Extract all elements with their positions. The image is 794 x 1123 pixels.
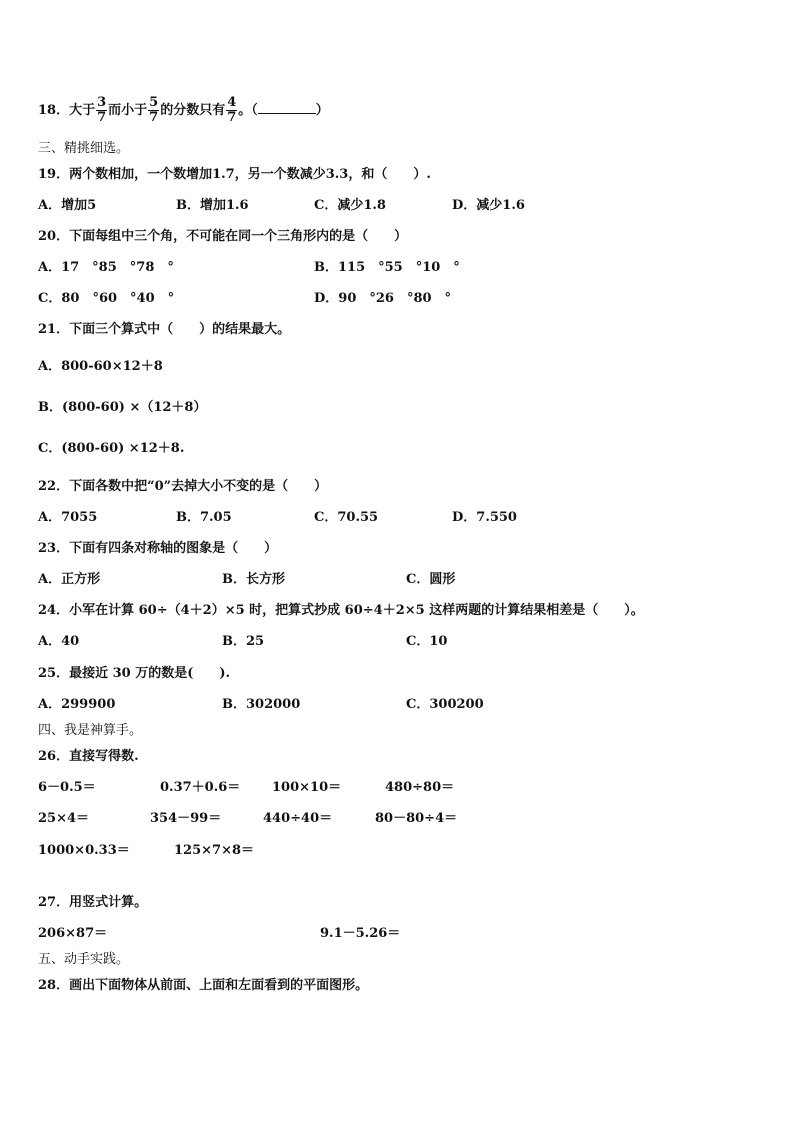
calc-item: 6－0.5＝	[38, 780, 96, 795]
option-a[interactable]: A．800-60×12＋8	[38, 359, 163, 374]
calc-item: 0.37＋0.6＝	[160, 780, 241, 795]
option-b[interactable]: B．增加1.6	[176, 198, 249, 213]
question-text: 。（	[238, 103, 258, 118]
question-28: 28．画出下面物体从前面、上面和左面看到的平面图形。	[38, 978, 369, 993]
calc-item: 25×4＝	[38, 811, 90, 826]
question-22: 22．下面各数中把“0”去掉大小不变的是（ ）	[38, 479, 328, 494]
calc-item: 100×10＝	[272, 780, 342, 795]
option-c[interactable]: C．70.55	[314, 510, 379, 525]
option-c[interactable]: C．(800-60) ×12＋8.	[38, 441, 185, 456]
question-text: 大于	[69, 103, 96, 118]
option-c[interactable]: C．80 °60 °40 °	[38, 291, 175, 306]
calc-item: 206×87＝	[38, 926, 108, 941]
option-b[interactable]: B．302000	[222, 697, 301, 712]
option-a[interactable]: A．40	[38, 634, 80, 649]
option-c[interactable]: C．减少1.8	[314, 198, 386, 213]
option-a[interactable]: A．正方形	[38, 572, 101, 587]
question-25: 25．最接近 30 万的数是( ).	[38, 666, 231, 681]
option-a[interactable]: A．7055	[38, 510, 98, 525]
question-26: 26．直接写得数.	[38, 749, 139, 764]
question-number: 18．	[38, 103, 70, 118]
question-18	[38, 96, 329, 125]
question-19: 19．两个数相加，一个数增加1.7，另一个数减少3.3，和（ ）.	[38, 167, 431, 182]
calc-item: 440÷40＝	[263, 811, 333, 826]
calc-item: 125×7×8＝	[174, 843, 255, 858]
fraction-five-sevenths: $\frac{5}{7}$	[149, 95, 159, 125]
section-3-heading: 三、精挑细选。	[38, 141, 130, 156]
question-20: 20．下面每组中三个角，不可能在同一个三角形内的是（ ）	[38, 229, 408, 244]
option-a[interactable]: A．17 °85 °78 °	[38, 260, 174, 275]
option-b[interactable]: B．(800-60) ×（12＋8）	[38, 400, 207, 415]
answer-blank[interactable]	[258, 101, 316, 114]
calc-item: 480÷80＝	[385, 780, 455, 795]
question-23: 23．下面有四条对称轴的图象是（ ）	[38, 541, 278, 556]
question-text: 的分数只有	[160, 103, 226, 118]
fraction-three-sevenths: $\frac{3}{7}$	[97, 95, 107, 125]
calc-item: 80－80÷4＝	[375, 811, 458, 826]
option-d[interactable]: D．7.550	[452, 510, 517, 525]
calc-item: 9.1－5.26＝	[320, 926, 401, 941]
option-c[interactable]: C．圆形	[406, 572, 456, 587]
fraction-four-sevenths: $\frac{4}{7}$	[227, 95, 237, 125]
option-c[interactable]: C．300200	[406, 697, 484, 712]
option-d[interactable]: D．减少1.6	[452, 198, 525, 213]
question-text: ）	[315, 103, 329, 118]
section-4-heading: 四、我是神算手。	[38, 723, 143, 738]
section-5-heading: 五、动手实践。	[38, 952, 130, 967]
question-text: 而小于	[108, 103, 148, 118]
question-27: 27．用竖式计算。	[38, 895, 148, 910]
option-a[interactable]: A．299900	[38, 697, 116, 712]
option-a[interactable]: A．增加5	[38, 198, 97, 213]
option-c[interactable]: C．10	[406, 634, 448, 649]
option-b[interactable]: B．25	[222, 634, 265, 649]
question-21: 21．下面三个算式中（ ）的结果最大。	[38, 322, 291, 337]
calc-item: 1000×0.33＝	[38, 843, 130, 858]
option-d[interactable]: D．90 °26 °80 °	[314, 291, 452, 306]
option-b[interactable]: B．长方形	[222, 572, 285, 587]
calc-item: 354－99＝	[150, 811, 222, 826]
question-24: 24．小军在计算 60÷（4＋2）×5 时，把算式抄成 60÷4＋2×5 这样两题的计算结果相差是（ ）。	[38, 603, 644, 618]
option-b[interactable]: B．115 °55 °10 °	[314, 260, 460, 275]
option-b[interactable]: B．7.05	[176, 510, 232, 525]
